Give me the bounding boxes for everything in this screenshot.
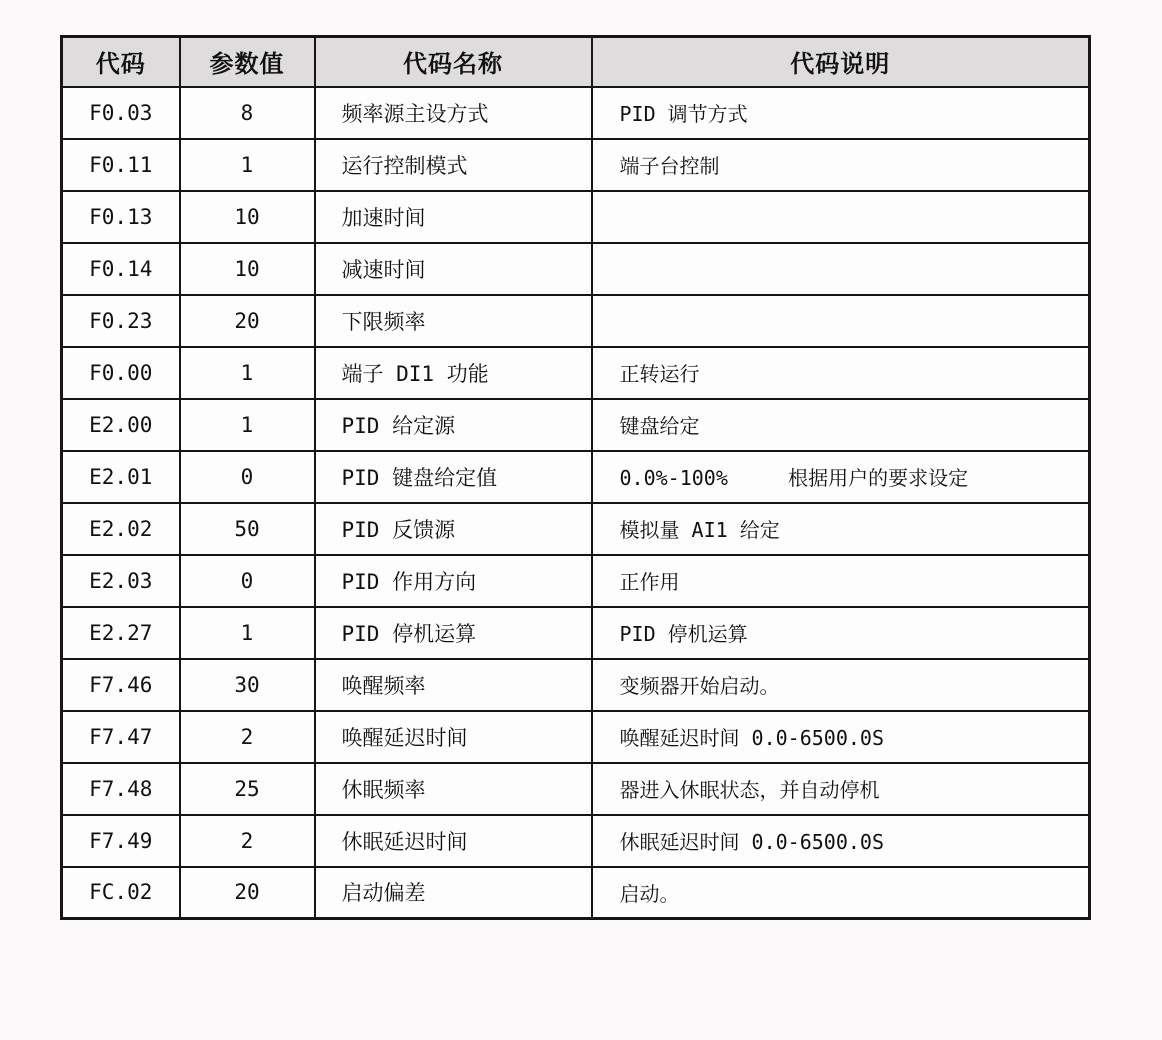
cell-name: 启动偏差 [315, 867, 592, 919]
cell-value: 0 [180, 555, 315, 607]
cell-desc: 正作用 [592, 555, 1090, 607]
table-row [62, 347, 1090, 399]
table-row [62, 711, 1090, 763]
cell-desc: 模拟量 AI1 给定 [592, 503, 1090, 555]
cell-value: 2 [180, 711, 315, 763]
table-row [62, 451, 1090, 503]
column-header-code: 代码 [62, 37, 180, 87]
table-row [62, 295, 1090, 347]
cell-code: E2.02 [62, 503, 180, 555]
column-header-desc: 代码说明 [592, 37, 1090, 87]
cell-value: 30 [180, 659, 315, 711]
cell-code: F0.03 [62, 87, 180, 139]
header-row [62, 37, 1090, 87]
cell-code: F7.46 [62, 659, 180, 711]
column-header-value: 参数值 [180, 37, 315, 87]
cell-desc: PID 停机运算 [592, 607, 1090, 659]
cell-value: 0 [180, 451, 315, 503]
table-row [62, 607, 1090, 659]
table-row [62, 399, 1090, 451]
cell-code: F0.11 [62, 139, 180, 191]
cell-desc [592, 243, 1090, 295]
cell-code: FC.02 [62, 867, 180, 919]
cell-name: PID 反馈源 [315, 503, 592, 555]
cell-value: 1 [180, 399, 315, 451]
table-row [62, 555, 1090, 607]
cell-code: F0.13 [62, 191, 180, 243]
cell-desc: 休眠延迟时间 0.0-6500.0S [592, 815, 1090, 867]
cell-code: F7.48 [62, 763, 180, 815]
cell-code: F0.23 [62, 295, 180, 347]
table-row [62, 867, 1090, 919]
cell-value: 1 [180, 607, 315, 659]
cell-desc: 启动。 [592, 867, 1090, 919]
cell-name: PID 给定源 [315, 399, 592, 451]
table-row [62, 87, 1090, 139]
cell-value: 20 [180, 295, 315, 347]
cell-code: E2.01 [62, 451, 180, 503]
table-row [62, 815, 1090, 867]
cell-desc [592, 191, 1090, 243]
cell-value: 10 [180, 191, 315, 243]
cell-name: PID 作用方向 [315, 555, 592, 607]
table-body [62, 87, 1090, 919]
cell-value: 2 [180, 815, 315, 867]
cell-desc: 端子台控制 [592, 139, 1090, 191]
cell-desc: 正转运行 [592, 347, 1090, 399]
cell-name: 端子 DI1 功能 [315, 347, 592, 399]
cell-desc: 唤醒延迟时间 0.0-6500.0S [592, 711, 1090, 763]
cell-desc: 变频器开始启动。 [592, 659, 1090, 711]
cell-name: PID 键盘给定值 [315, 451, 592, 503]
cell-name: 下限频率 [315, 295, 592, 347]
parameter-table-container [60, 35, 1091, 920]
cell-desc [592, 295, 1090, 347]
cell-code: F0.14 [62, 243, 180, 295]
cell-desc: 0.0%-100% 根据用户的要求设定 [592, 451, 1090, 503]
cell-name: 加速时间 [315, 191, 592, 243]
cell-value: 10 [180, 243, 315, 295]
cell-code: E2.03 [62, 555, 180, 607]
table-row [62, 139, 1090, 191]
parameter-table [60, 35, 1091, 920]
cell-name: 休眠延迟时间 [315, 815, 592, 867]
cell-code: F7.49 [62, 815, 180, 867]
table-header [62, 37, 1090, 87]
cell-value: 50 [180, 503, 315, 555]
cell-value: 1 [180, 139, 315, 191]
table-row [62, 243, 1090, 295]
table-row [62, 763, 1090, 815]
cell-code: F7.47 [62, 711, 180, 763]
cell-value: 1 [180, 347, 315, 399]
cell-value: 25 [180, 763, 315, 815]
cell-name: 唤醒延迟时间 [315, 711, 592, 763]
cell-name: 减速时间 [315, 243, 592, 295]
cell-code: E2.00 [62, 399, 180, 451]
cell-name: 休眠频率 [315, 763, 592, 815]
table-row [62, 503, 1090, 555]
table-row [62, 659, 1090, 711]
cell-desc: PID 调节方式 [592, 87, 1090, 139]
cell-value: 8 [180, 87, 315, 139]
column-header-name: 代码名称 [315, 37, 592, 87]
cell-value: 20 [180, 867, 315, 919]
cell-name: PID 停机运算 [315, 607, 592, 659]
cell-name: 频率源主设方式 [315, 87, 592, 139]
cell-name: 唤醒频率 [315, 659, 592, 711]
cell-code: E2.27 [62, 607, 180, 659]
cell-code: F0.00 [62, 347, 180, 399]
cell-desc: 器进入休眠状态，并自动停机 [592, 763, 1090, 815]
table-row [62, 191, 1090, 243]
cell-desc: 键盘给定 [592, 399, 1090, 451]
cell-name: 运行控制模式 [315, 139, 592, 191]
